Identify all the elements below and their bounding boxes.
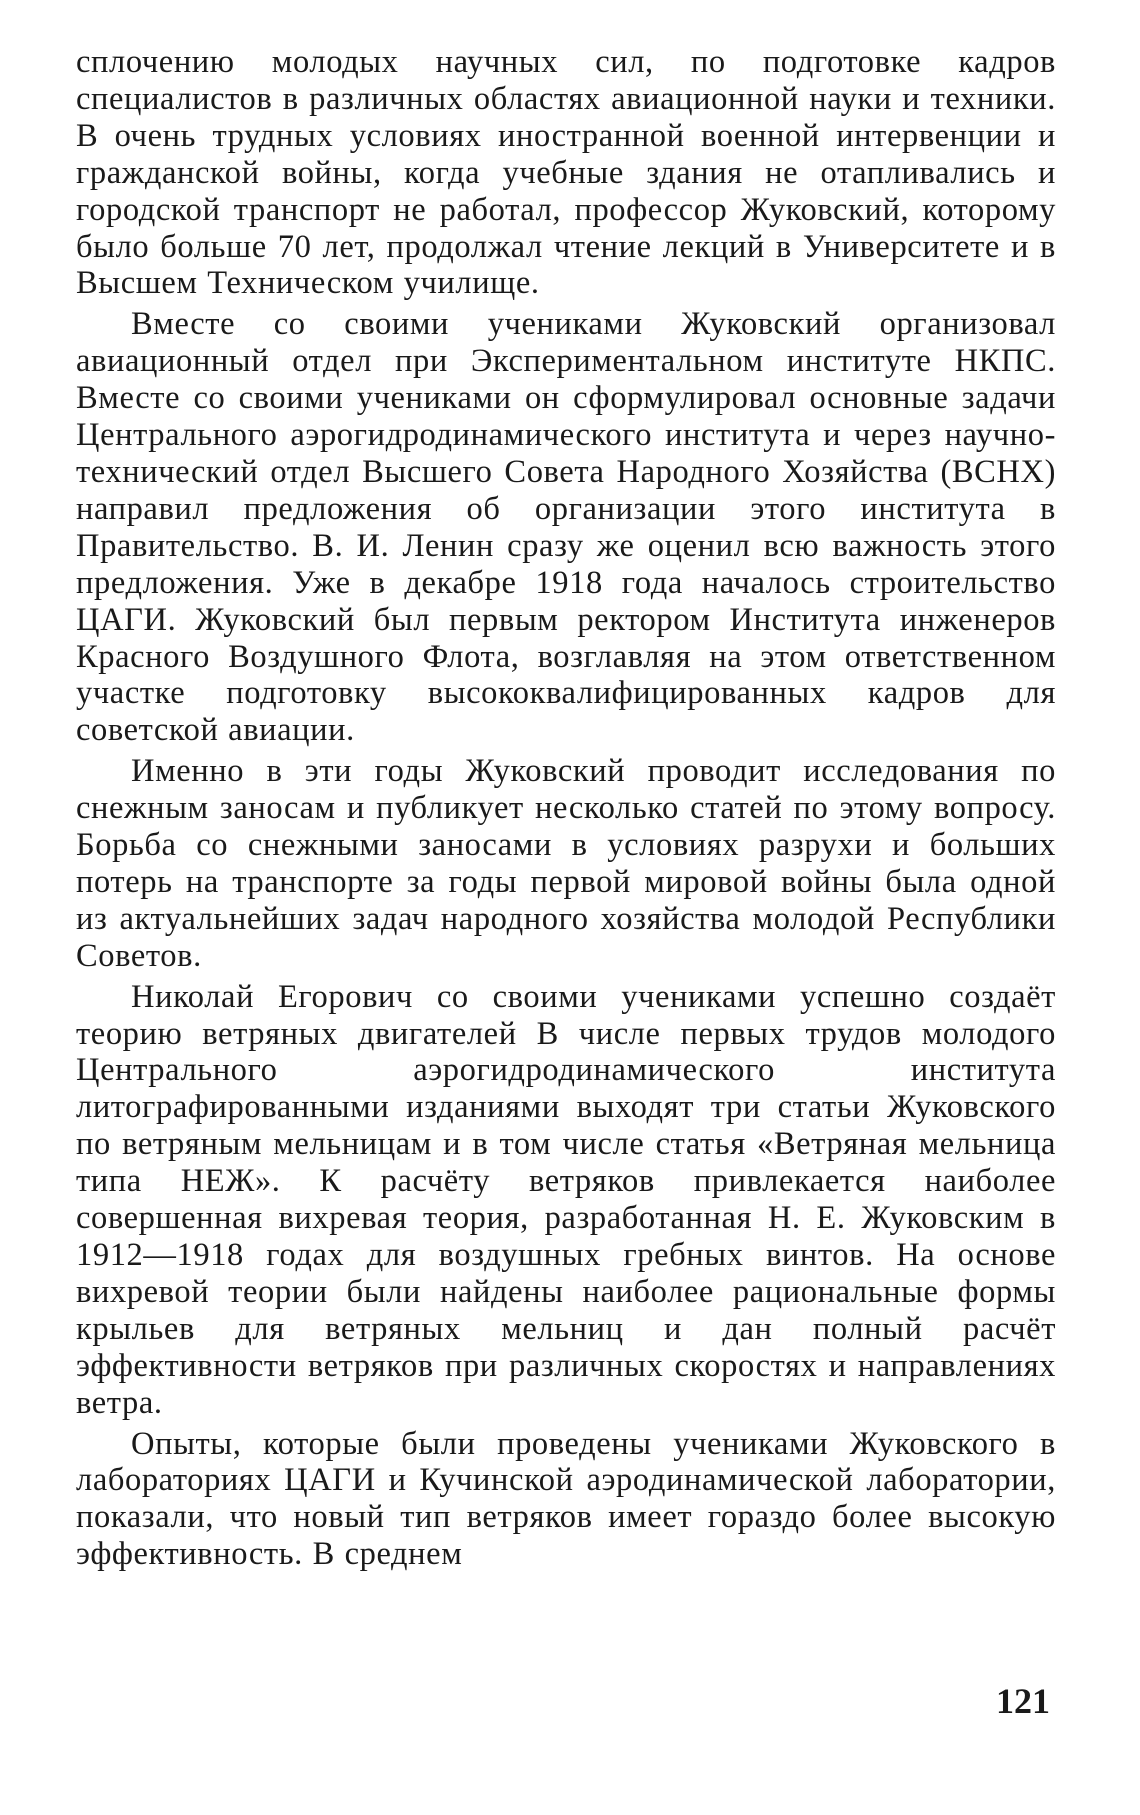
- paragraph-experiments: Опыты, которые были проведены учениками Жуковского в лабораториях ЦАГИ и Кучинской аэродинамической лаборатории, показали, что новый тип ветряков имеет гораздо более высокую эффективность. В среднем: [76, 1425, 1056, 1573]
- page-number: 121: [996, 1681, 1050, 1721]
- body-text: [76, 44, 1056, 1573]
- paragraph-wind-engines: Николай Егорович со своими учениками успешно создаёт теорию ветряных двигателей В числе первых трудов молодого Центрального аэрогидродинамического института литографированными изданиями выходят три статьи Жуковского по ветряным мельницам и в том числе статья «Ветряная мельница типа НЕЖ». К расчёту ветряков привлекается наиболее совершенная вихревая теория, разработанная Н. Е. Жуковским в 1912—1918 годах для воздушных гребных винтов. На основе вихревой теории были найдены наиболее рациональные формы крыльев для ветряных мельниц и дан полный расчёт эффективности ветряков при различных скоростях и направлениях ветра.: [76, 978, 1056, 1421]
- paragraph-continuation: сплочению молодых научных сил, по подготовке кадров специалистов в различных областях авиационной науки и техники. В очень трудных условиях иностранной военной интервенции и гражданской войны, когда учебные здания не отапливались и городской транспорт не работал, профессор Жуковский, которому было больше 70 лет, продолжал чтение лекций в Университете и в Высшем Техническом училище.: [76, 44, 1056, 302]
- paragraph-aviation-department: Вместе со своими учениками Жуковский организовал авиационный отдел при Экспериментальном институте НКПС. Вместе со своими учениками он сформулировал основные задачи Центрального аэрогидродинамического института и через научно-технический отдел Высшего Совета Народного Хозяйства (ВСНХ) направил предложения об организации этого института в Правительство. В. И. Ленин сразу же оценил всю важность этого предложения. Уже в декабре 1918 года началось строительство ЦАГИ. Жуковский был первым ректором Института инженеров Красного Воздушного Флота, возглавляя на этом ответственном участке подготовку высококвалифицированных кадров для советской авиации.: [76, 306, 1056, 749]
- paragraph-snow-drifts: Именно в эти годы Жуковский проводит исследования по снежным заносам и публикует несколько статей по этому вопросу. Борьба со снежными заносами в условиях разрухи и больших потерь на транспорте за годы первой мировой войны была одной из актуальнейших задач народного хозяйства молодой Республики Советов.: [76, 753, 1056, 974]
